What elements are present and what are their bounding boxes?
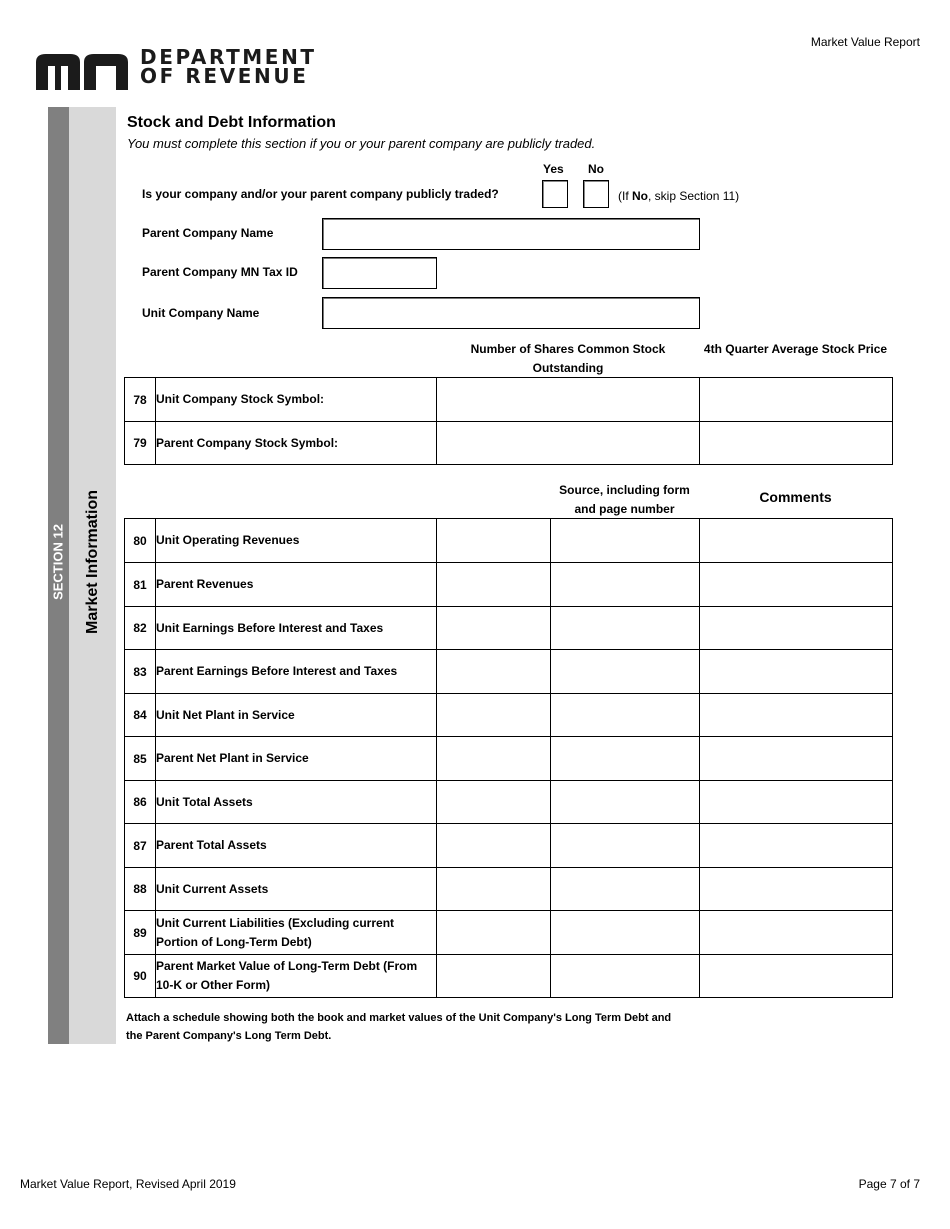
section-title: Market Information — [84, 489, 101, 635]
comments-input[interactable] — [700, 824, 893, 868]
comments-input[interactable] — [700, 737, 893, 781]
table-row — [125, 378, 893, 422]
comments-input[interactable] — [700, 911, 893, 955]
page-subtitle: You must complete this section if you or your parent company are publicly traded. — [127, 136, 596, 151]
org-name — [140, 45, 317, 88]
stock-price-input[interactable] — [700, 378, 893, 422]
row-label: Parent Revenues — [156, 563, 437, 607]
source-input[interactable] — [551, 519, 700, 563]
table-row — [125, 563, 893, 607]
value-input[interactable] — [437, 650, 551, 694]
value-input[interactable] — [437, 737, 551, 781]
page-number: Page 7 of 7 — [858, 1177, 920, 1191]
row-label: Unit Operating Revenues — [156, 519, 437, 563]
row-label: Unit Earnings Before Interest and Taxes — [156, 607, 437, 650]
source-input[interactable] — [551, 650, 700, 694]
row-number: 84 — [125, 694, 156, 737]
comments-input[interactable] — [700, 563, 893, 607]
source-input[interactable] — [551, 824, 700, 868]
row-number: 78 — [125, 378, 156, 422]
table-row — [125, 737, 893, 781]
comments-input[interactable] — [700, 519, 893, 563]
org-name-line2: OF REVENUE — [140, 64, 309, 88]
table-row — [125, 824, 893, 868]
table-row — [125, 422, 893, 465]
source-column-header: Source, including form and page number — [559, 483, 690, 516]
row-number: 85 — [125, 737, 156, 781]
comments-input[interactable] — [700, 781, 893, 824]
comments-column-header: Comments — [759, 489, 832, 505]
source-input[interactable] — [551, 737, 700, 781]
comments-input[interactable] — [700, 650, 893, 694]
row-label: Unit Current Liabilities (Excluding current Portion of Long-Term Debt) — [156, 911, 437, 955]
source-input[interactable] — [551, 781, 700, 824]
value-input[interactable] — [437, 694, 551, 737]
row-number: 82 — [125, 607, 156, 650]
comments-input[interactable] — [700, 694, 893, 737]
logo — [36, 45, 317, 90]
table-row — [125, 607, 893, 650]
value-input[interactable] — [437, 607, 551, 650]
value-input[interactable] — [437, 955, 551, 998]
footer-revision: Market Value Report, Revised April 2019 — [20, 1177, 236, 1191]
row-number: 90 — [125, 955, 156, 998]
source-input[interactable] — [551, 955, 700, 998]
table-row — [125, 650, 893, 694]
no-checkbox[interactable] — [583, 180, 609, 208]
comments-input[interactable] — [700, 955, 893, 998]
row-number: 88 — [125, 868, 156, 911]
table-row — [125, 911, 893, 955]
stock-price-column-header: 4th Quarter Average Stock Price — [703, 342, 888, 356]
value-input[interactable] — [437, 824, 551, 868]
stock-price-input[interactable] — [700, 422, 893, 465]
value-input[interactable] — [437, 868, 551, 911]
yes-label: Yes — [543, 162, 564, 176]
row-label: Parent Market Value of Long-Term Debt (From 10-K or Other Form) — [156, 955, 437, 998]
attach-schedule-note: Attach a schedule showing both the book and market values of the Unit Company's Long Term Debt and the Parent Company's Long Term Debt. — [126, 1012, 672, 1042]
row-label: Unit Current Assets — [156, 868, 437, 911]
value-input[interactable] — [437, 911, 551, 955]
value-input[interactable] — [437, 519, 551, 563]
row-number: 80 — [125, 519, 156, 563]
row-label: Parent Total Assets — [156, 824, 437, 868]
unit-company-name-label: Unit Company Name — [142, 306, 260, 320]
source-input[interactable] — [551, 911, 700, 955]
table-row — [125, 781, 893, 824]
skip-note: (If No, skip Section 11) — [618, 189, 740, 203]
row-number: 79 — [125, 422, 156, 465]
shares-input[interactable] — [437, 378, 700, 422]
table-row — [125, 955, 893, 998]
row-label: Parent Net Plant in Service — [156, 737, 437, 781]
publicly-traded-question: Is your company and/or your parent company publicly traded? — [142, 187, 499, 201]
doc-title: Market Value Report — [810, 35, 920, 49]
no-label: No — [588, 162, 604, 176]
page-title: Stock and Debt Information — [127, 114, 336, 131]
yes-checkbox[interactable] — [542, 180, 568, 208]
row-label: Parent Earnings Before Interest and Taxes — [156, 650, 437, 694]
row-label: Unit Net Plant in Service — [156, 694, 437, 737]
source-input[interactable] — [551, 607, 700, 650]
row-label: Unit Total Assets — [156, 781, 437, 824]
row-number: 83 — [125, 650, 156, 694]
row-number: 81 — [125, 563, 156, 607]
source-input[interactable] — [551, 868, 700, 911]
row-number: 89 — [125, 911, 156, 955]
stock-table — [124, 377, 893, 465]
parent-company-tax-id-label: Parent Company MN Tax ID — [142, 265, 298, 279]
comments-input[interactable] — [700, 868, 893, 911]
table-row — [125, 694, 893, 737]
value-input[interactable] — [437, 781, 551, 824]
source-input[interactable] — [551, 694, 700, 737]
row-label: Parent Company Stock Symbol: — [156, 422, 437, 465]
parent-company-name-input[interactable] — [322, 218, 700, 250]
parent-company-name-label: Parent Company Name — [142, 226, 274, 240]
source-input[interactable] — [551, 563, 700, 607]
financial-table — [124, 518, 893, 998]
section-number: SECTION 12 — [50, 524, 66, 600]
comments-input[interactable] — [700, 607, 893, 650]
unit-company-name-input[interactable] — [322, 297, 700, 329]
table-row — [125, 868, 893, 911]
table-row — [125, 519, 893, 563]
row-number: 87 — [125, 824, 156, 868]
row-label: Unit Company Stock Symbol: — [156, 378, 437, 422]
row-number: 86 — [125, 781, 156, 824]
mn-logo-icon — [36, 48, 128, 90]
shares-column-header: Number of Shares Common Stock Outstanding — [470, 342, 666, 375]
parent-company-tax-id-input[interactable] — [322, 257, 437, 289]
org-name-line1: DEPARTMENT — [140, 45, 317, 69]
shares-input[interactable] — [437, 422, 700, 465]
value-input[interactable] — [437, 563, 551, 607]
